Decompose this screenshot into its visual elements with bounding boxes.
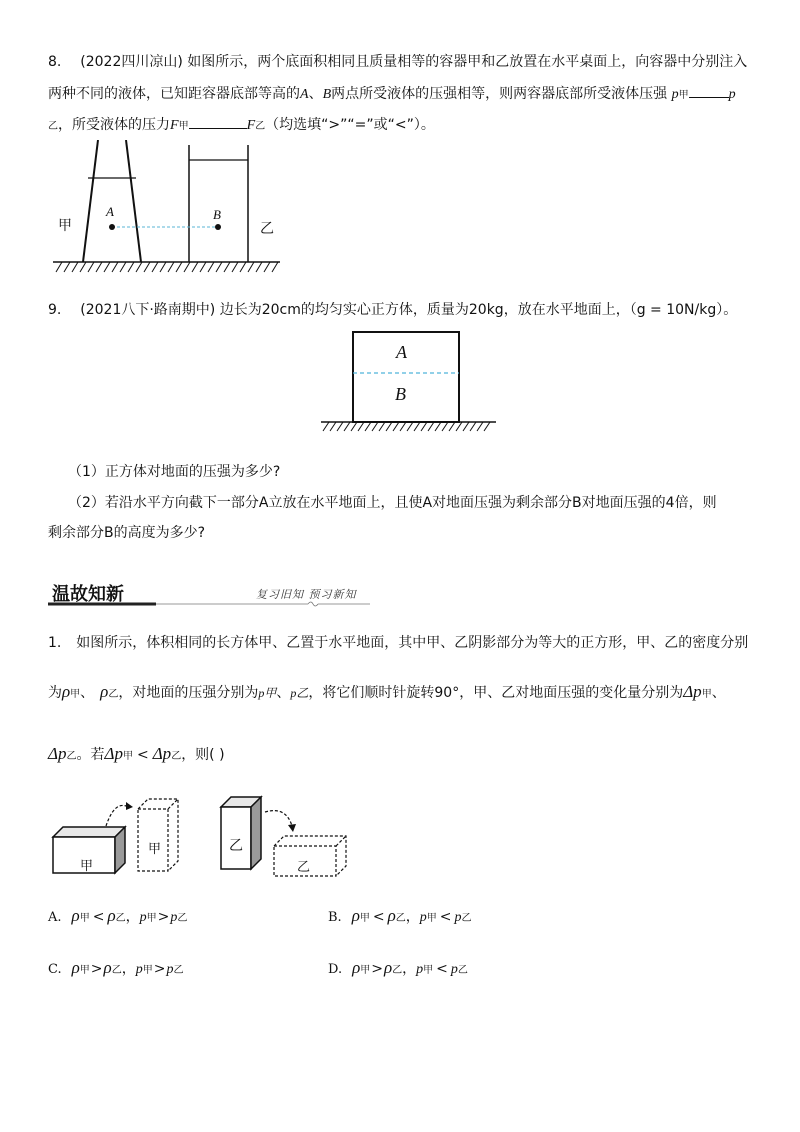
q8-blank-2[interactable] xyxy=(189,114,247,129)
q1-cond-jia-sub: 甲 xyxy=(122,751,133,762)
q8-text: 如图所示，两个底面积相同且质量相等的容器甲和乙放置在水平桌面上，向容器中分别注入 xyxy=(187,54,748,70)
option-op-2: < xyxy=(439,909,452,925)
section-title: 温故知新 xyxy=(52,584,124,605)
option-p-2: p xyxy=(166,962,174,977)
option-op-2: < xyxy=(436,961,448,977)
q8-p-jia: p xyxy=(671,87,679,102)
q1-cond-lt: < xyxy=(136,747,149,763)
q9-fig-label-b: B xyxy=(395,384,406,404)
option-op-1: < xyxy=(92,909,105,925)
option-p-1: p xyxy=(416,962,424,977)
q1-p-jia: p甲 xyxy=(258,686,277,700)
q8-text-3a: ，所受液体的压力 xyxy=(58,117,170,133)
option-sub-1: 甲 xyxy=(359,913,370,924)
option-rho-1: ρ xyxy=(71,958,80,977)
q8-fig-label-a: A xyxy=(106,204,114,219)
option-op-1: < xyxy=(372,909,385,925)
option-rho-2: ρ xyxy=(384,958,393,977)
q9-sub2b: 剩余部分B的高度为多少? xyxy=(48,525,206,541)
option-sub-2: 乙 xyxy=(392,965,403,976)
q1-figure xyxy=(48,790,368,880)
q1-option-c[interactable]: C. ρ甲>ρ乙，p甲>p乙 xyxy=(48,958,184,977)
q1-line3 xyxy=(48,742,225,769)
option-sub-4: 乙 xyxy=(173,965,184,976)
q8-fig-label-b: B xyxy=(213,207,221,222)
q8-line2 xyxy=(48,83,736,106)
q9-fig-label-a: A xyxy=(396,342,407,362)
q1-option-b[interactable]: B. ρ甲 < ρ乙，p甲 < p乙 xyxy=(328,906,472,925)
q1-delta-jia-sub: 甲 xyxy=(701,689,712,700)
option-op-2: > xyxy=(157,909,170,925)
q1-option-a[interactable]: A. ρ甲 < ρ乙，p甲>p乙 xyxy=(48,906,188,925)
option-p-2: p xyxy=(450,962,458,977)
option-rho-2: ρ xyxy=(103,958,112,977)
q8-line1 xyxy=(48,52,747,72)
option-op-1: > xyxy=(90,961,103,977)
option-p-1: p xyxy=(139,910,147,925)
q1-text-2a: 为 xyxy=(48,685,62,701)
q8-figure xyxy=(48,140,288,275)
q8-text-2b: 两点所受液体的压强相等，则两容器底部所受液体压强 xyxy=(331,86,668,102)
q1-delta-p-jia: Δp xyxy=(683,682,702,701)
q1-comma-2: 、 xyxy=(276,685,291,701)
q8-number: 8. xyxy=(48,54,62,70)
q8-source: (2022四川凉山) xyxy=(80,54,183,70)
q1-rho-yi: ρ xyxy=(100,682,109,701)
q9-source: (2021八下·路南期中) xyxy=(80,302,216,318)
option-rho-1: ρ xyxy=(351,906,360,925)
section-underline xyxy=(48,600,373,612)
q1-line1 xyxy=(48,633,748,653)
q8-fig-label-jia: 甲 xyxy=(58,218,72,234)
q1-text-3b: ，则( ) xyxy=(181,747,225,763)
option-sub-4: 乙 xyxy=(457,965,468,976)
q8-F-yi: F xyxy=(246,118,256,133)
option-op-1: > xyxy=(371,961,383,977)
q8-fig-label-yi: 乙 xyxy=(260,221,274,237)
q8-sub-yi-1: 乙 xyxy=(48,121,58,132)
q8-point-a: A xyxy=(300,87,309,102)
option-p-2: p xyxy=(454,910,462,925)
option-p-1: p xyxy=(419,910,427,925)
q9-line1 xyxy=(48,300,737,320)
q8-sub-jia: 甲 xyxy=(678,90,689,101)
q8-sep: 、 xyxy=(308,86,323,102)
q1-text-2b: ，对地面的压强分别为 xyxy=(118,685,259,701)
q9-number: 9. xyxy=(48,302,62,318)
option-sub-2: 乙 xyxy=(111,965,122,976)
option-p-1: p xyxy=(135,962,143,977)
q1-rho-jia-sub: 甲 xyxy=(70,689,81,700)
option-sub-2: 乙 xyxy=(115,913,126,924)
q1-cond-delta-yi: Δp xyxy=(152,744,172,763)
q1-delta-yi-sub: 乙 xyxy=(66,751,77,762)
option-sub-3: 甲 xyxy=(142,965,153,976)
q1-text-1: 如图所示，体积相同的长方体甲、乙置于水平地面，其中甲、乙阴影部分为等大的正方形，甲、乙的密度分别 xyxy=(76,635,749,651)
option-sub-3: 甲 xyxy=(146,913,157,924)
q1-fig-jia-lying: 甲 xyxy=(80,859,94,874)
option-sub-1: 甲 xyxy=(360,965,371,976)
option-sub-1: 甲 xyxy=(79,913,90,924)
q1-line2 xyxy=(48,680,726,707)
option-sub-1: 甲 xyxy=(79,965,90,976)
q1-cond-delta-jia: Δp xyxy=(104,744,123,763)
q8-point-b: B xyxy=(322,87,332,102)
option-rho-2: ρ xyxy=(107,906,116,925)
q1-cond-yi-sub: 乙 xyxy=(171,751,182,762)
q1-delta-p-yi: Δp xyxy=(48,744,67,763)
option-letter: C. xyxy=(48,962,62,977)
q8-line3 xyxy=(48,114,435,137)
section-subtitle: 复习旧知 预习新知 xyxy=(256,588,357,601)
q1-fig-yi-lying: 乙 xyxy=(297,860,311,875)
q1-text-2c: ，将它们顺时针旋转90°，甲、乙对地面压强的变化量分别为 xyxy=(308,685,684,701)
q9-sub2a: （2）若沿水平方向截下一部分A立放在水平地面上，且使A对地面压强为剩余部分B对地面压强的4倍，则 xyxy=(68,495,717,511)
option-sub-3: 甲 xyxy=(426,913,437,924)
q1-number: 1. xyxy=(48,635,62,651)
q8-text-3b: （均选填“>”“=”或“<”）。 xyxy=(265,117,435,133)
q8-sub-jia-2: 甲 xyxy=(178,121,189,132)
q1-fig-yi-standing: 乙 xyxy=(229,838,243,854)
option-sub-3: 甲 xyxy=(423,965,434,976)
option-letter: A. xyxy=(48,910,62,925)
q8-blank-1[interactable] xyxy=(689,83,729,98)
q8-text-2a: 两种不同的液体，已知距容器底部等高的 xyxy=(48,86,300,102)
q1-text-3a: 。若 xyxy=(76,747,105,763)
q9-figure xyxy=(318,330,498,435)
option-rho-1: ρ xyxy=(71,906,80,925)
option-sub-4: 乙 xyxy=(177,913,188,924)
option-op-2: > xyxy=(153,961,166,977)
option-sub-4: 乙 xyxy=(461,913,472,924)
q1-p-yi: p乙 xyxy=(290,686,309,700)
option-letter: D. xyxy=(328,962,343,977)
q8-p-yi: p xyxy=(728,87,736,102)
q8-sub-yi-2: 乙 xyxy=(255,121,266,132)
q9-text: 边长为20cm的均匀实心正方体，质量为20kg，放在水平地面上，（g = 10N/kg）。 xyxy=(219,302,738,318)
option-letter: B. xyxy=(328,910,342,925)
option-rho-2: ρ xyxy=(387,906,396,925)
option-p-2: p xyxy=(170,910,178,925)
q1-comma-3: 、 xyxy=(711,685,726,701)
option-rho-1: ρ xyxy=(352,958,361,977)
q1-rho-jia: ρ xyxy=(62,682,71,701)
q1-comma: 、 xyxy=(80,685,95,701)
q1-rho-yi-sub: 乙 xyxy=(108,689,119,700)
option-sub-2: 乙 xyxy=(395,913,406,924)
q8-F-jia: F xyxy=(170,118,179,133)
q9-sub1: （1）正方体对地面的压强为多少? xyxy=(68,464,281,480)
q1-option-d[interactable]: D. ρ甲>ρ乙，p甲 < p乙 xyxy=(328,958,468,977)
q1-fig-jia-standing: 甲 xyxy=(148,842,162,857)
